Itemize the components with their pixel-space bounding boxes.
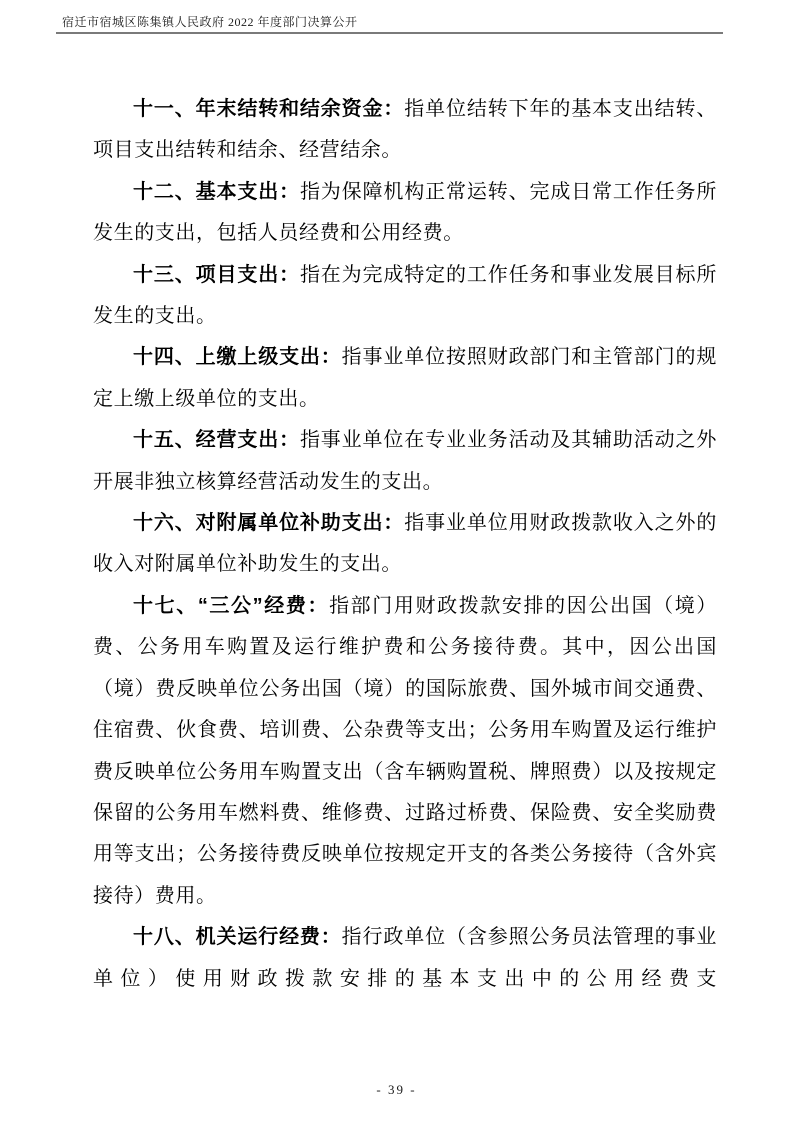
term-definition: 指部门用财政拨款安排的因公出国（境）费、公务用车购置及运行维护费和公务接待费。其中，因公出国（境）费反映单位公务出国（境）的国际旅费、国外城市间交通费、住宿费、伙食费、培训费、公杂费等支出；公务用车购置及运行维护费反映单位公务用车购置支出（含车辆购置税、牌照费）以及按规定保留的公务用车燃料费、维修费、过路过桥费、保险费、安全奖励费用等支出；公务接待费反映单位按规定开支的各类公务接待（含外宾接待）费用。 [93, 594, 717, 907]
term-definition: 指为保障机构正常运转、完成日常工作任务所发生的支出，包括人员经费和公用经费。 [93, 180, 717, 245]
term-label: 十五、经营支出： [133, 429, 300, 452]
term-label: 十七、“三公”经费： [133, 594, 330, 617]
definition-paragraph-11 [93, 89, 717, 172]
term-definition: 指在为完成特定的工作任务和事业发展目标所发生的支出。 [93, 263, 717, 328]
definition-paragraph-15 [93, 420, 717, 503]
definition-paragraph-17 [93, 586, 717, 917]
term-label: 十四、上缴上级支出： [133, 346, 342, 369]
definition-paragraph-13 [93, 255, 717, 338]
term-label: 十三、项目支出： [133, 263, 300, 286]
term-label: 十六、对附属单位补助支出： [133, 512, 405, 535]
term-label: 十八、机关运行经费： [133, 926, 342, 949]
page-header-title: 宿迁市宿城区陈集镇人民政府 2022 年度部门决算公开 [62, 15, 358, 29]
term-definition: 指事业单位按照财政部门和主管部门的规定上缴上级单位的支出。 [93, 346, 717, 410]
term-definition: 指事业单位在专业业务活动及其辅助活动之外开展非独立核算经营活动发生的支出。 [93, 429, 717, 493]
definition-paragraph-12 [93, 172, 717, 255]
page-number: - 39 - [376, 1082, 417, 1097]
term-label: 十一、年末结转和结余资金： [133, 98, 405, 120]
definition-paragraph-18 [93, 917, 717, 1000]
term-label: 十二、基本支出： [133, 180, 300, 203]
header-divider [56, 32, 723, 34]
term-definition: 指行政单位（含参照公务员法管理的事业单位）使用财政拨款安排的基本支出中的公用经费支 [93, 926, 717, 990]
definition-paragraph-16 [93, 503, 717, 586]
term-definition: 指事业单位用财政拨款收入之外的收入对附属单位补助发生的支出。 [93, 512, 717, 576]
definition-paragraph-14 [93, 337, 717, 420]
term-definition: 指单位结转下年的基本支出结转、项目支出结转和结余、经营结余。 [93, 98, 717, 162]
document-body [93, 89, 717, 1000]
